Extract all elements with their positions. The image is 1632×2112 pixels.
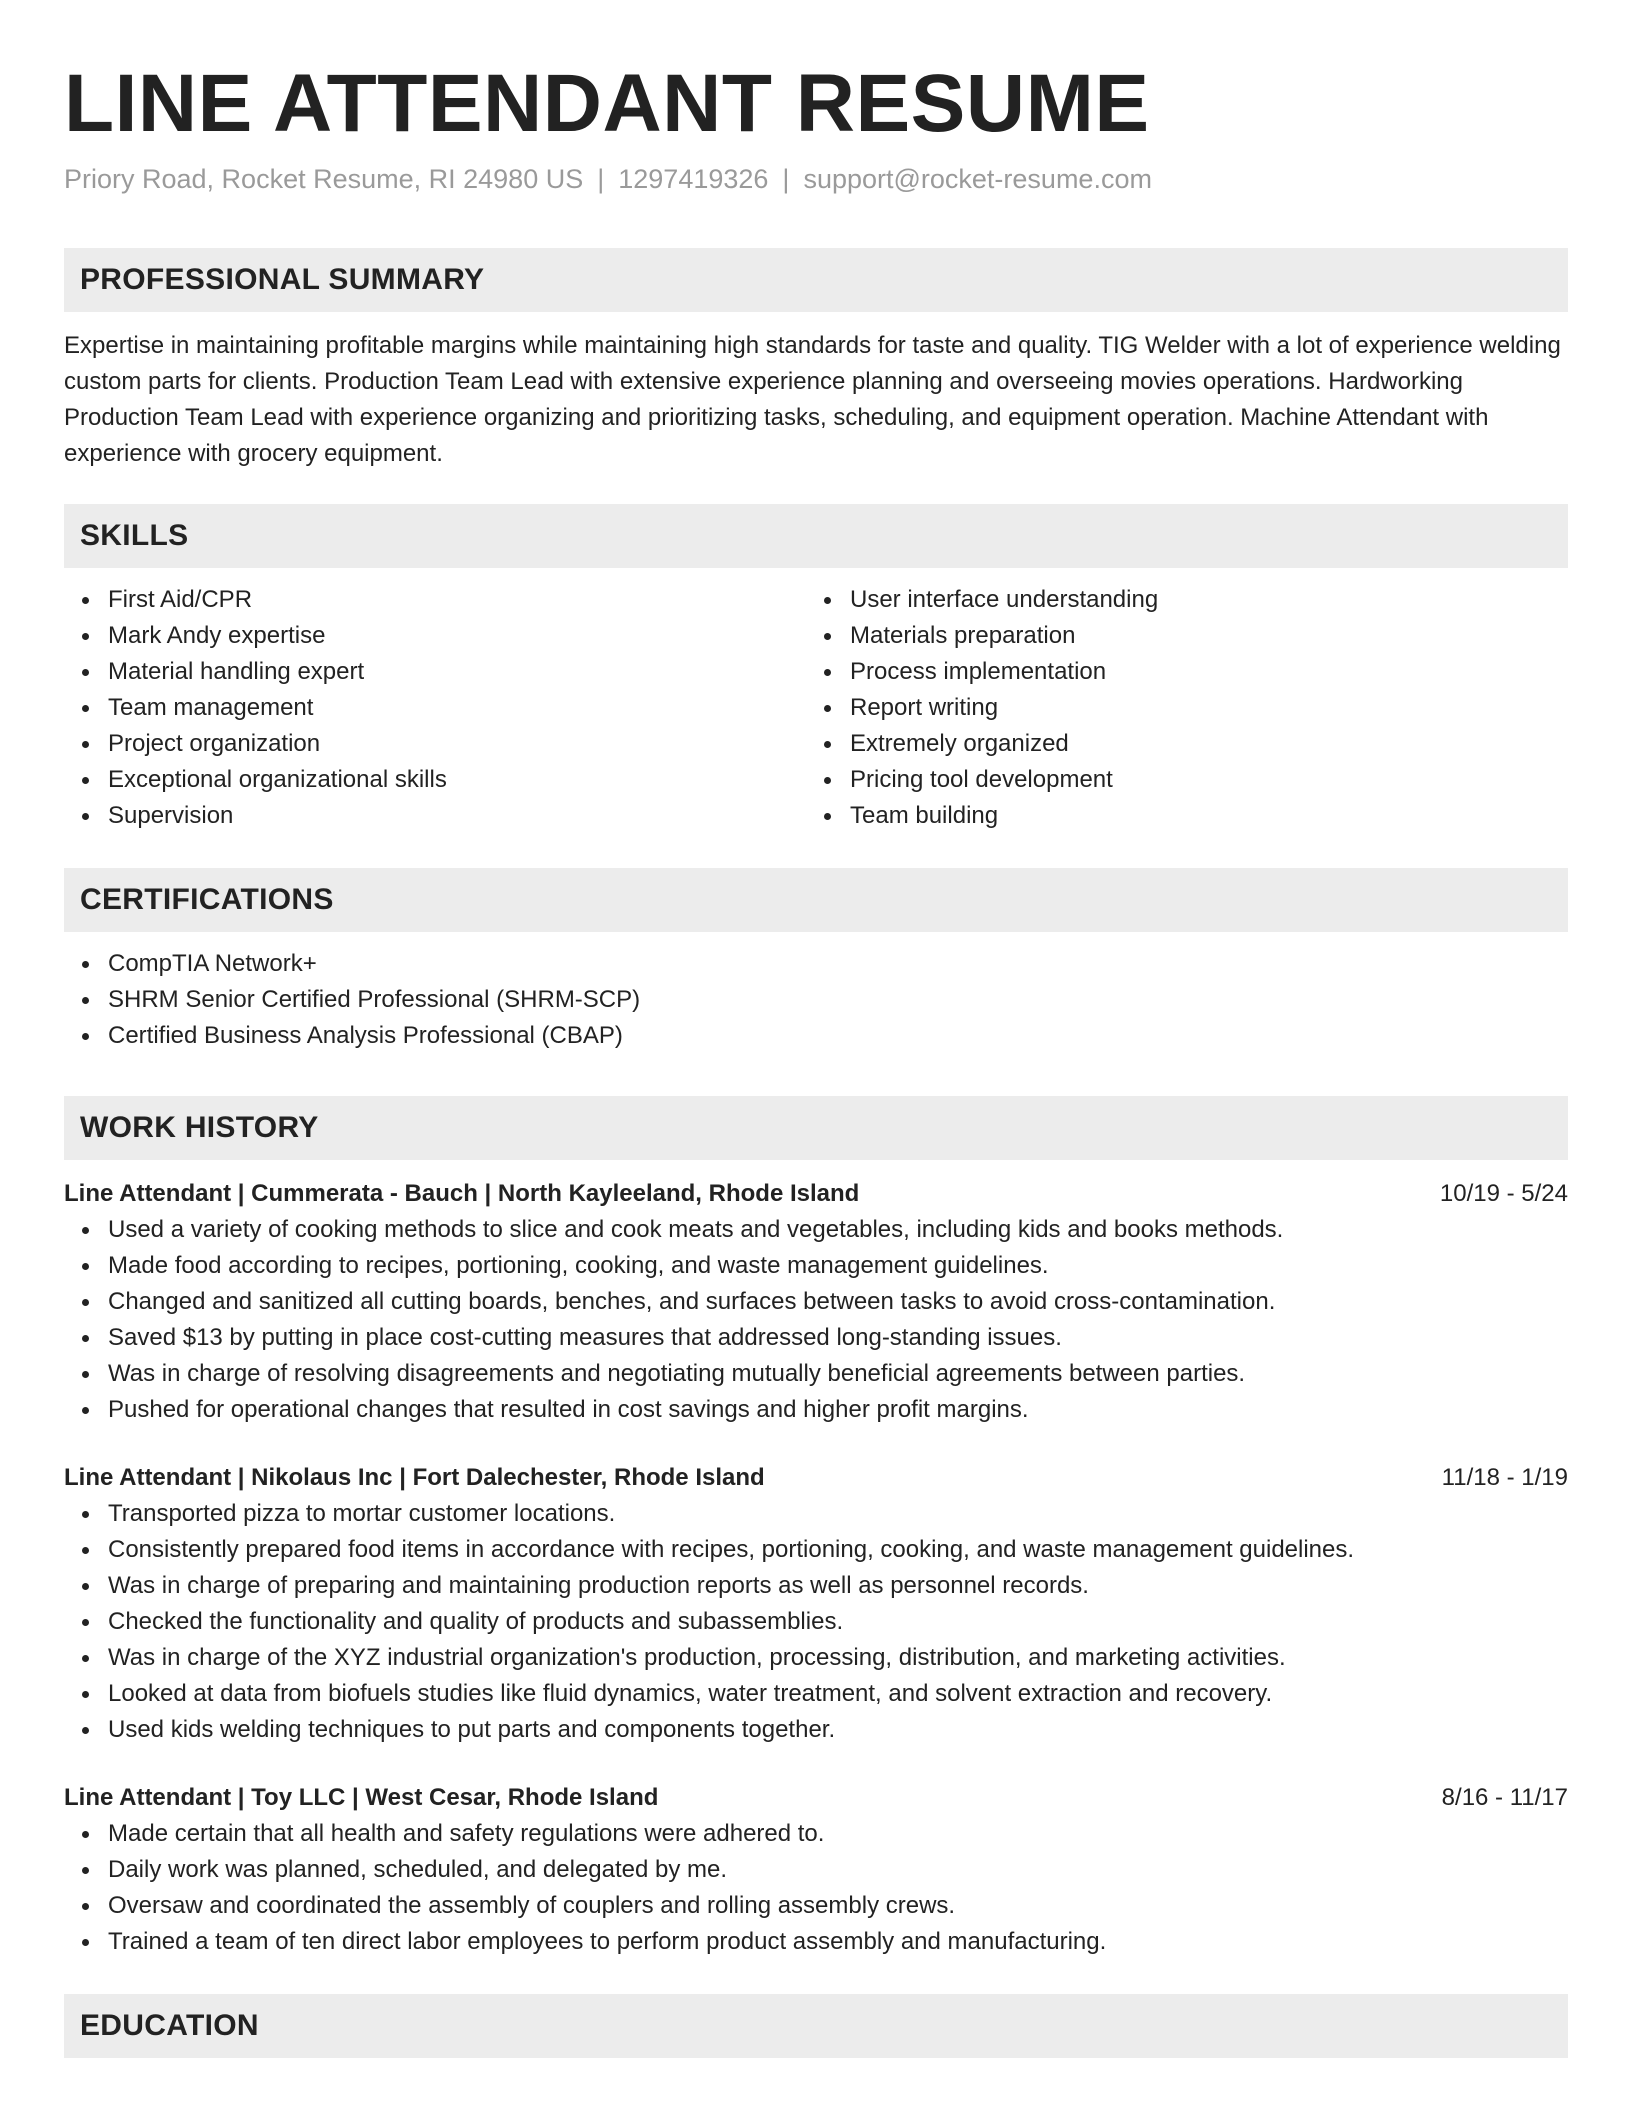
skills-column-right <box>806 582 1548 834</box>
skills-grid <box>64 582 1568 834</box>
job-bullets <box>64 1212 1568 1428</box>
contact-address: Priory Road, Rocket Resume, RI 24980 US <box>64 164 584 194</box>
certification-item: CompTIA Network+ <box>64 946 1568 982</box>
skills-column-left <box>64 582 806 834</box>
skill-item: Team building <box>806 798 1548 834</box>
job-bullet: Changed and sanitized all cutting boards, benches, and surfaces between tasks to avoid cross-contamination. <box>64 1284 1568 1320</box>
job-bullet: Was in charge of resolving disagreements and negotiating mutually beneficial agreements between parties. <box>64 1356 1568 1392</box>
job-bullet: Checked the functionality and quality of products and subassemblies. <box>64 1604 1568 1640</box>
contact-phone: 1297419326 <box>618 164 769 194</box>
skills-section <box>64 504 1568 834</box>
job-dates: 10/19 - 5/24 <box>1439 1180 1568 1207</box>
job-dates: 11/18 - 1/19 <box>1441 1464 1568 1491</box>
job-title: Line Attendant | Cummerata - Bauch | North Kayleeland, Rhode Island <box>64 1180 860 1207</box>
skills-list-left <box>64 582 806 834</box>
skills-heading: SKILLS <box>64 504 1568 568</box>
contact-separator: | <box>782 164 790 194</box>
work-history-heading: WORK HISTORY <box>64 1096 1568 1160</box>
job-dates: 8/16 - 11/17 <box>1441 1784 1568 1811</box>
job-bullet: Made certain that all health and safety regulations were adhered to. <box>64 1816 1568 1852</box>
job-bullet: Was in charge of the XYZ industrial organization's production, processing, distribution, and marketing activities. <box>64 1640 1568 1676</box>
job-bullets <box>64 1816 1568 1960</box>
job-bullet: Was in charge of preparing and maintaining production reports as well as personnel records. <box>64 1568 1568 1604</box>
job-bullet: Used a variety of cooking methods to slice and cook meats and vegetables, including kids and books methods. <box>64 1212 1568 1248</box>
job-header <box>64 1780 1568 1816</box>
work-history-section <box>64 1096 1568 1960</box>
skill-item: Exceptional organizational skills <box>64 762 806 798</box>
contact-separator: | <box>597 164 605 194</box>
skills-list-right <box>806 582 1548 834</box>
job-bullet: Transported pizza to mortar customer locations. <box>64 1496 1568 1532</box>
certification-item: SHRM Senior Certified Professional (SHRM-SCP) <box>64 982 1568 1018</box>
skill-item: Extremely organized <box>806 726 1548 762</box>
job-bullet: Daily work was planned, scheduled, and delegated by me. <box>64 1852 1568 1888</box>
skill-item: Pricing tool development <box>806 762 1548 798</box>
summary-heading: PROFESSIONAL SUMMARY <box>64 248 1568 312</box>
resume-title: LINE ATTENDANT RESUME <box>64 58 1150 149</box>
job-bullet: Trained a team of ten direct labor employees to perform product assembly and manufacturing. <box>64 1924 1568 1960</box>
skill-item: User interface understanding <box>806 582 1548 618</box>
job-bullet: Pushed for operational changes that resulted in cost savings and higher profit margins. <box>64 1392 1568 1428</box>
skill-item: Process implementation <box>806 654 1548 690</box>
skill-item: Team management <box>64 690 806 726</box>
job-title: Line Attendant | Toy LLC | West Cesar, Rhode Island <box>64 1784 659 1811</box>
job-title: Line Attendant | Nikolaus Inc | Fort Dalechester, Rhode Island <box>64 1464 765 1491</box>
skill-item: Supervision <box>64 798 806 834</box>
summary-section <box>64 248 1568 472</box>
job-bullet: Made food according to recipes, portioning, cooking, and waste management guidelines. <box>64 1248 1568 1284</box>
skill-item: First Aid/CPR <box>64 582 806 618</box>
contact-email: support@rocket-resume.com <box>803 164 1152 194</box>
job-bullets <box>64 1496 1568 1748</box>
job-header <box>64 1460 1568 1496</box>
education-heading: EDUCATION <box>64 1994 1568 2058</box>
certifications-section <box>64 868 1568 1054</box>
skill-item: Report writing <box>806 690 1548 726</box>
job-bullet: Oversaw and coordinated the assembly of couplers and rolling assembly crews. <box>64 1888 1568 1924</box>
job-bullet: Saved $13 by putting in place cost-cutting measures that addressed long-standing issues. <box>64 1320 1568 1356</box>
contact-line <box>64 162 1568 196</box>
skill-item: Project organization <box>64 726 806 762</box>
job-bullet: Consistently prepared food items in accordance with recipes, portioning, cooking, and waste management guidelines. <box>64 1532 1568 1568</box>
job-entry <box>64 1780 1568 1960</box>
skill-item: Mark Andy expertise <box>64 618 806 654</box>
education-section <box>64 1994 1568 2058</box>
job-header <box>64 1176 1568 1212</box>
job-bullet: Looked at data from biofuels studies like fluid dynamics, water treatment, and solvent extraction and recovery. <box>64 1676 1568 1712</box>
skill-item: Materials preparation <box>806 618 1548 654</box>
summary-text: Expertise in maintaining profitable margins while maintaining high standards for taste and quality. TIG Welder with a lot of experience welding custom parts for clients. Production Team Lead with extensive experience planning and overseeing movies operations. Hardworking Production Team Lead with experience organizing and prioritizing tasks, scheduling, and equipment operation. Machine Attendant with experience with grocery equipment. <box>64 332 1561 467</box>
certification-item: Certified Business Analysis Professional (CBAP) <box>64 1018 1568 1054</box>
skill-item: Material handling expert <box>64 654 806 690</box>
job-bullet: Used kids welding techniques to put parts and components together. <box>64 1712 1568 1748</box>
job-entry <box>64 1176 1568 1428</box>
certifications-heading: CERTIFICATIONS <box>64 868 1568 932</box>
certifications-list <box>64 946 1568 1054</box>
job-entry <box>64 1460 1568 1748</box>
